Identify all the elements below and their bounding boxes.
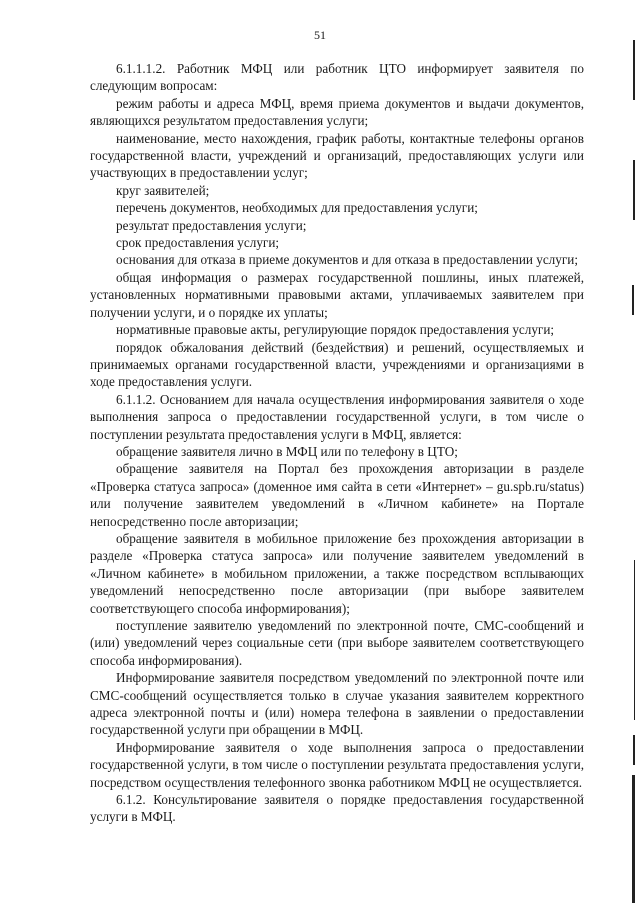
scan-edge-mark <box>633 160 635 220</box>
document-body <box>90 60 584 826</box>
paragraph: круг заявителей; <box>116 182 210 198</box>
paragraph: обращение заявителя на Портал без прохождения авторизации в разделе «Проверка статуса запроса» (доменное имя сайта в сети «Интернет» – gu.spb.ru/status) или получение заявителем уведомлений в «Личном кабинете» на Портале непосредственно после авторизации; <box>90 461 584 529</box>
paragraph: нормативные правовые акты, регулирующие порядок предоставления услуги; <box>116 322 555 338</box>
paragraph: обращение заявителя в мобильное приложение без прохождения авторизации в разделе «Проверка статуса запроса» или получение заявителем уведомлений в «Личном кабинете» в мобильном приложении, а также посредством всплывающих уведомлений непосредственно после авторизации (при выборе заявителем соответствующего способа информирования); <box>90 530 584 616</box>
paragraph: срок предоставления услуги; <box>116 235 280 251</box>
paragraph: результат предоставления услуги; <box>116 217 307 233</box>
paragraph: Информирование заявителя посредством уведомлений по электронной почте или СМС-сообщений осуществляется только в случае указания заявителем корректного адреса электронной почты и (или) номера телефона в заявлении о предоставлении государственной услуги при обращении в МФЦ. <box>90 670 584 738</box>
paragraph: основания для отказа в приеме документов и для отказа в предоставлении услуги; <box>116 252 578 268</box>
paragraph: наименование, место нахождения, график работы, контактные телефоны органов государственной власти, учреждений и организаций, предоставляющих услуги или участвующих в предоставлении услуг; <box>90 130 584 181</box>
paragraph: 6.1.2. Консультирование заявителя о порядке предоставления государственной услуги в МФЦ. <box>90 792 584 825</box>
scan-edge-mark <box>632 775 635 903</box>
paragraph: порядок обжалования действий (бездействия) и решений, осуществляемых и принимаемых органами государственной власти, учреждениями и организациями в ходе предоставления услуги. <box>90 339 584 390</box>
paragraph: общая информация о размерах государственной пошлины, иных платежей, установленных нормативными правовыми актами, уплачиваемых заявителем при получении услуги, и о порядке их уплаты; <box>90 269 584 320</box>
scan-edge-mark <box>633 40 635 100</box>
paragraph: 6.1.1.1.2. Работник МФЦ или работник ЦТО информирует заявителя по следующим вопросам: <box>90 61 584 94</box>
scan-edge-mark <box>633 735 635 765</box>
paragraph: поступление заявителю уведомлений по электронной почте, СМС-сообщений и (или) уведомлений через социальные сети (при выборе заявителем соответствующего способа информирования). <box>90 618 584 668</box>
paragraph: 6.1.1.2. Основанием для начала осуществления информирования заявителя о ходе выполнения запроса о предоставлении государственной услуги, в том числе о поступлении результата предоставления услуги в МФЦ, является: <box>90 391 584 442</box>
page-number: 51 <box>314 28 326 42</box>
paragraph: режим работы и адреса МФЦ, время приема документов и выдачи документов, являющихся результатом предоставления услуги; <box>90 95 584 129</box>
scan-edge-mark <box>632 285 634 315</box>
paragraph: перечень документов, необходимых для предоставления услуги; <box>116 200 478 216</box>
paragraph: Информирование заявителя о ходе выполнения запроса о предоставлении государственной услуги, в том числе о поступлении результата предоставления услуги, посредством осуществления телефонного звонка работником МФЦ не осуществляется. <box>90 739 584 790</box>
paragraph: обращение заявителя лично в МФЦ или по телефону в ЦТО; <box>116 443 458 459</box>
scan-edge-mark <box>634 560 635 720</box>
